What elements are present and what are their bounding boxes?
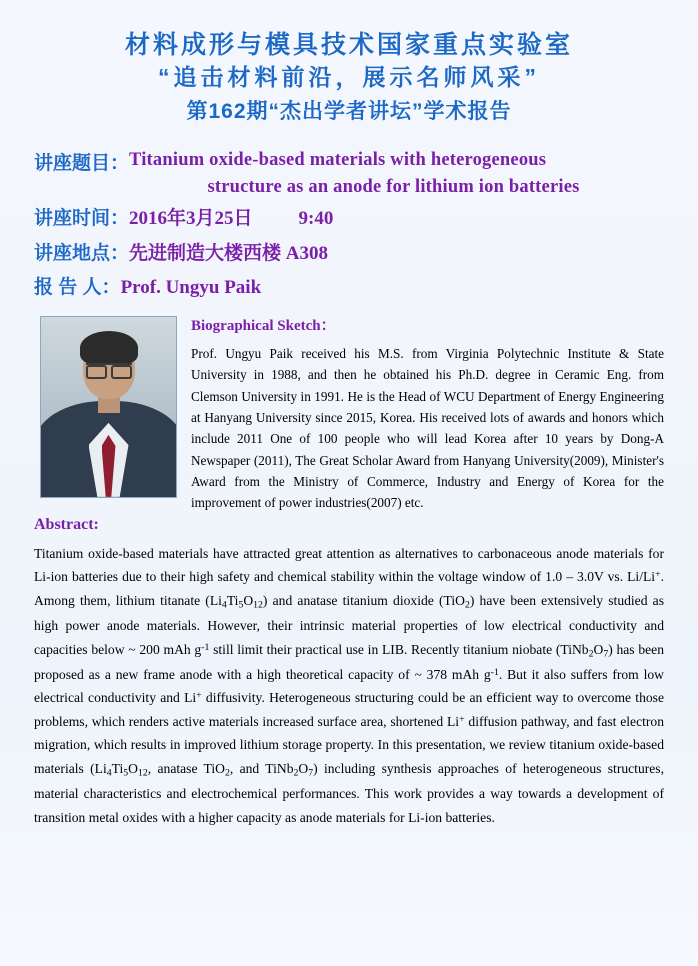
title-label: 讲座题目：: [34, 153, 130, 175]
abstract-label: Abstract:: [34, 515, 99, 533]
place-label: 讲座地点：: [34, 242, 130, 264]
time-clock: 9:40: [298, 208, 334, 230]
title-value-wrap: [129, 150, 664, 198]
lab-name: 材料成形与模具技术国家重点实验室: [124, 31, 573, 59]
place-value: 先进制造大楼西楼 A308: [129, 242, 328, 264]
info-row-title: [34, 150, 664, 198]
time-label: 讲座时间：: [34, 208, 130, 230]
lecture-series-title: 第162期“杰出学者讲坛”学术报告: [186, 99, 512, 123]
talk-title-line1: Titanium oxide-based materials with heterogeneous: [129, 150, 547, 171]
speaker-value: Prof. Ungyu Paik: [120, 277, 262, 299]
info-row-speaker: [34, 274, 664, 302]
biography-text: Prof. Ungyu Paik received his M.S. from Virginia Polytechnic Institute & State University in 1988, and then he obtained his Ph.D. degree in Ceramic Eng. from Clemson University in 1991. He is the Head of WCU Department of Energy Engineering at Hanyang University since 2015, Korea. His received lots of awards and honors which include 2011 One of 100 people who will lead Korea after 10 years by Dong-A Newspaper (2011), The Great Scholar Award from Hanyang University(2009), Minister's Award from the Ministry of Commerce, Industry and Energy of Korea for the improvement of power industries(2007) etc.: [191, 345, 664, 511]
biography-section: [34, 314, 664, 534]
biography-heading: Biographical Sketch：: [191, 317, 336, 334]
speaker-label: 报 告 人：: [34, 277, 121, 299]
poster-header: [34, 0, 664, 128]
time-date: 2016年3月25日: [129, 208, 253, 230]
glasses-icon: [86, 363, 132, 376]
speaker-portrait-image: [40, 316, 177, 498]
portrait-hair: [80, 331, 138, 365]
abstract-text: Titanium oxide-based materials have attracted great attention as alternatives to carbonaceous anode materials for Li-ion batteries due to their high safety and chemical stability within the voltage window of 1.0 – 3.0V vs. Li/Li+. Among them, lithium titanate $(Li_4Ti_5O_{12})$ and anatase titanium dioxide (TiO$_2$) have been extensively studied as high power anode materials. However, their intrinsic material properties of low electrical conductivity and capacities below ~ 200 mAh $g^{-1}$ still limit their practical use in LIB. Recently titanium niobate $(TiNb_2O_7)$ has been proposed as a new frame anode with a high theoretical capacity of ~ 378 mAh $g^{-1}$. But it also suffers from low electrical conductivity and Li+ diffusivity. Heterogeneous structuring could be an efficient way to overcome those problems, which renders active materials increased surface area, shortened Li+ diffusion pathway, and fast electron migration, which results in improved lithium storage property. In this presentation, we review titanium oxide-based materials ($Li_4Ti_5O_{12}$, anatase TiO$_2$, and $TiNb_2O_7$) including synthesis approaches of heterogeneous structures, material characteristics and electrochemical performances. This work provides a way towards a development of transition metal oxides with a higher capacity as anode materials for Li-ion batteries.: [34, 545, 665, 825]
info-row-place: [34, 240, 664, 268]
info-row-time: [34, 205, 664, 233]
talk-title-line2: structure as an anode for lithium ion batteries: [207, 177, 580, 198]
lecture-info: [34, 150, 664, 302]
poster-slogan: “追击材料前沿，展示名师风采”: [158, 64, 540, 91]
